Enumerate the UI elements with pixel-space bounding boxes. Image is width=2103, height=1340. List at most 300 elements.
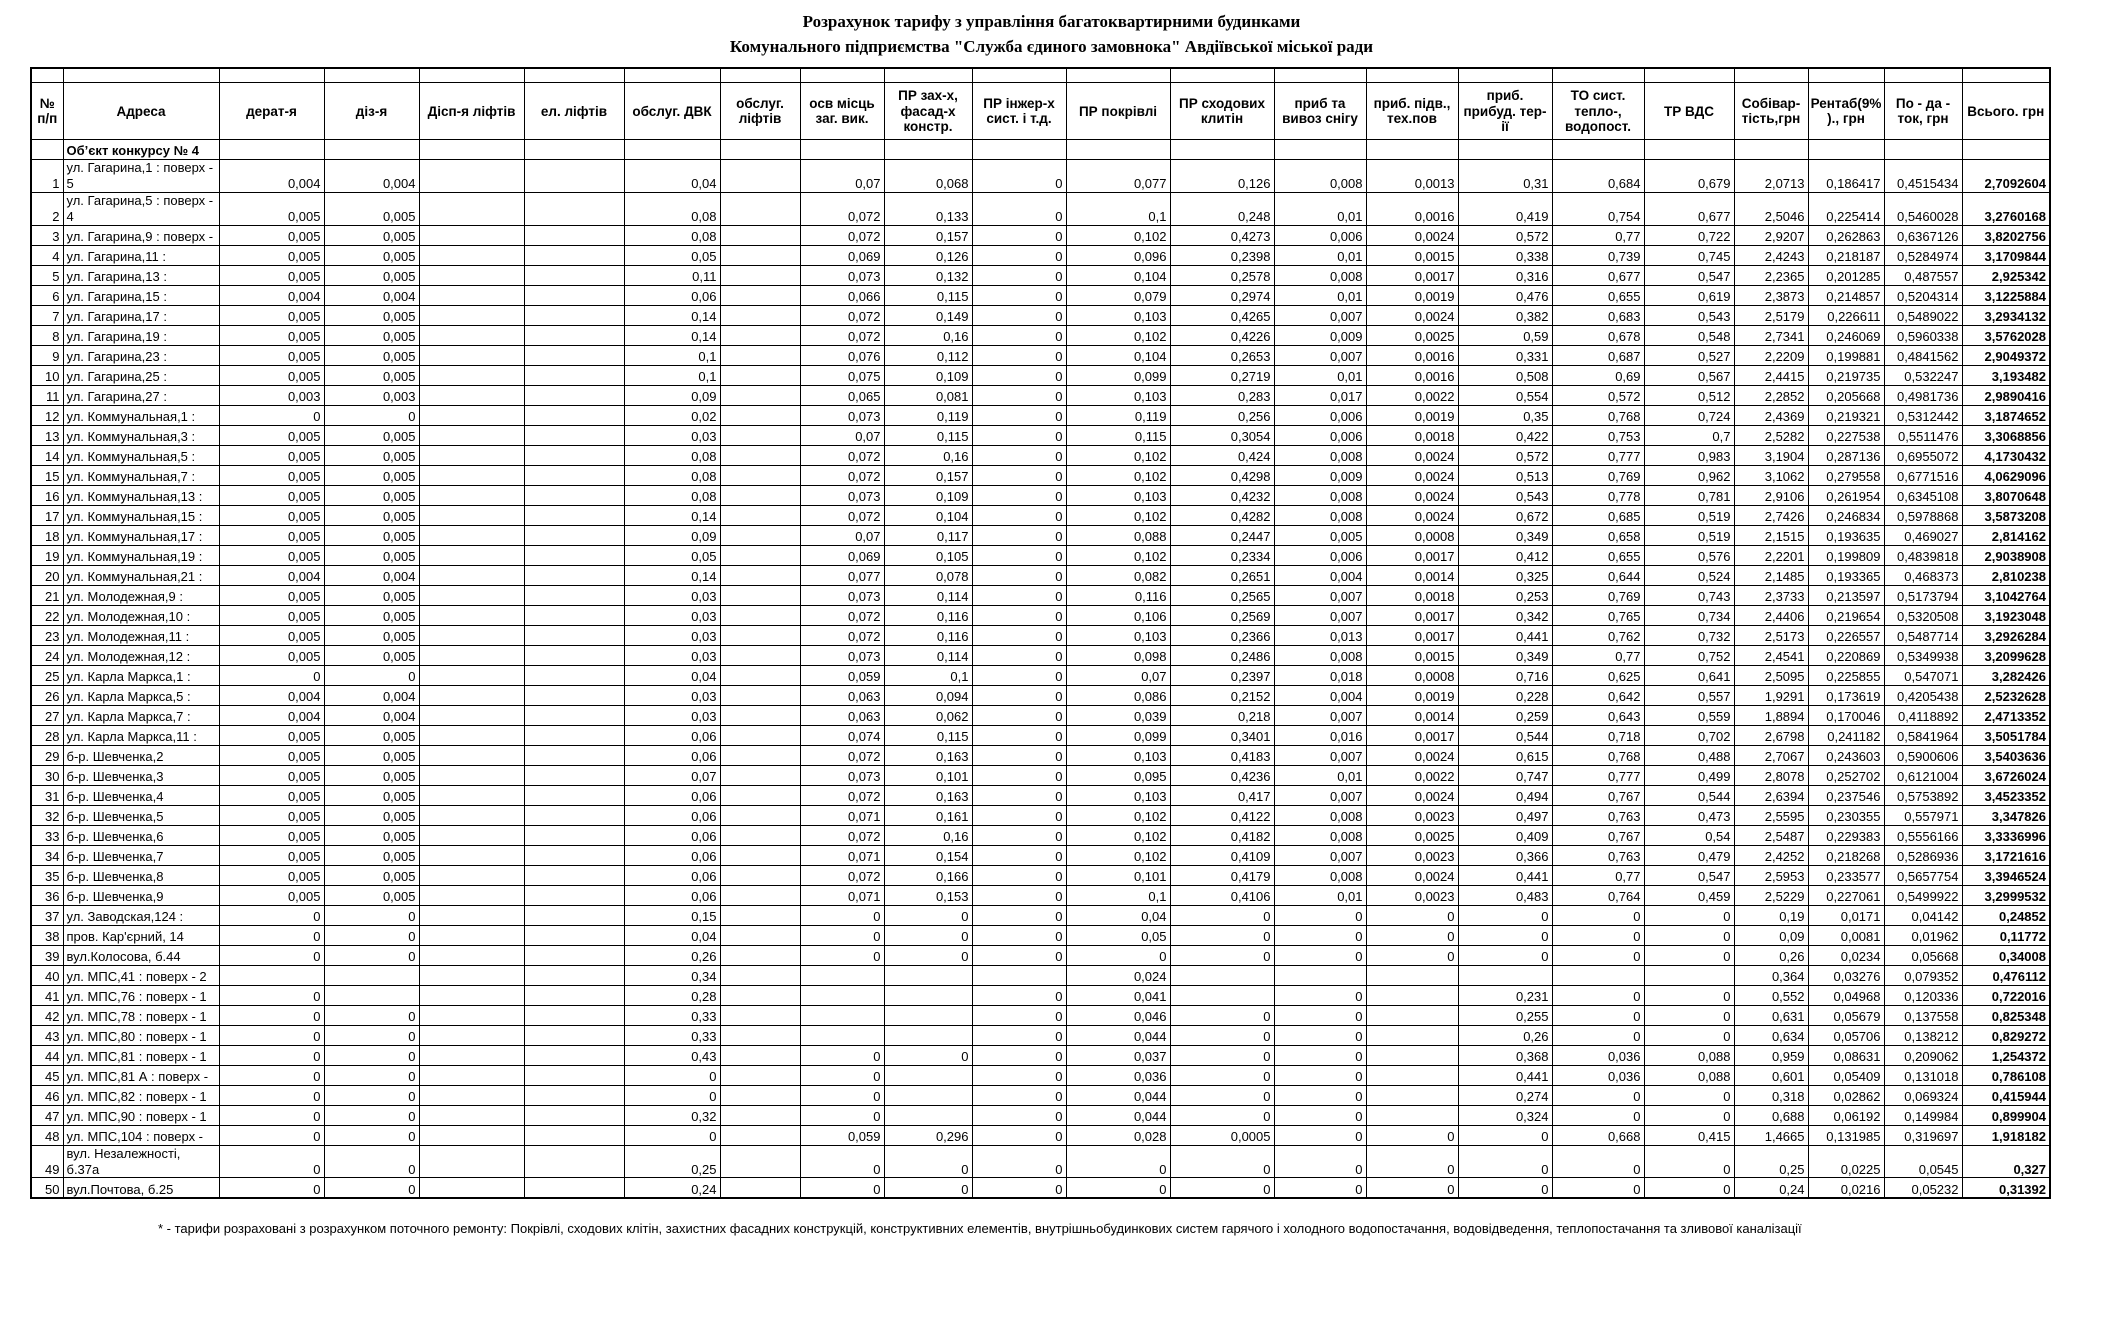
row-number-cell: 16 bbox=[31, 485, 63, 505]
value-cell: 0 bbox=[972, 193, 1066, 226]
value-cell: 0,005 bbox=[219, 745, 324, 765]
value-cell: 0,173619 bbox=[1808, 685, 1884, 705]
value-cell bbox=[524, 725, 624, 745]
value-cell: 0,473 bbox=[1644, 805, 1734, 825]
value-cell: 0 bbox=[1274, 1178, 1366, 1199]
value-cell: 0,753 bbox=[1552, 425, 1644, 445]
value-cell: 0,4226 bbox=[1170, 325, 1274, 345]
value-cell: 0,006 bbox=[1274, 405, 1366, 425]
value-cell: 0,072 bbox=[800, 605, 884, 625]
value-cell: 0,0024 bbox=[1366, 305, 1458, 325]
value-cell bbox=[884, 965, 972, 985]
value-cell: 0,01 bbox=[1274, 765, 1366, 785]
value-cell: 0,16 bbox=[884, 445, 972, 465]
value-cell bbox=[524, 685, 624, 705]
value-cell: 0,005 bbox=[324, 845, 419, 865]
value-cell bbox=[720, 245, 800, 265]
value-cell: 0,01 bbox=[1274, 285, 1366, 305]
value-cell: 0,07 bbox=[800, 425, 884, 445]
value-cell: 0 bbox=[1366, 925, 1458, 945]
column-header: № п/п bbox=[31, 83, 63, 140]
value-cell: 0 bbox=[1274, 1005, 1366, 1025]
value-cell: 0,069324 bbox=[1884, 1085, 1962, 1105]
column-header: приб та вивоз снігу bbox=[1274, 83, 1366, 140]
value-cell: 0 bbox=[1644, 1105, 1734, 1125]
value-cell: 0,005 bbox=[324, 885, 419, 905]
value-cell bbox=[419, 265, 524, 285]
section-empty-cell bbox=[972, 140, 1066, 160]
value-cell: 0,102 bbox=[1066, 845, 1170, 865]
value-cell: 0,283 bbox=[1170, 385, 1274, 405]
value-cell: 0 bbox=[1170, 1025, 1274, 1045]
value-cell: 0,231 bbox=[1458, 985, 1552, 1005]
value-cell: 2,8078 bbox=[1734, 765, 1808, 785]
value-cell: 0,077 bbox=[800, 565, 884, 585]
value-cell bbox=[720, 805, 800, 825]
table-row bbox=[31, 445, 2050, 465]
table-row bbox=[31, 765, 2050, 785]
value-cell: 0,103 bbox=[1066, 385, 1170, 405]
value-cell: 0,104 bbox=[1066, 345, 1170, 365]
value-cell: 0,677 bbox=[1552, 265, 1644, 285]
value-cell bbox=[720, 425, 800, 445]
value-cell: 0,237546 bbox=[1808, 785, 1884, 805]
value-cell: 0,745 bbox=[1644, 245, 1734, 265]
value-cell bbox=[720, 625, 800, 645]
total-cell: 3,2926284 bbox=[1962, 625, 2050, 645]
value-cell: 0,296 bbox=[884, 1125, 972, 1145]
value-cell bbox=[419, 465, 524, 485]
value-cell: 0,005 bbox=[219, 845, 324, 865]
value-cell: 0,43 bbox=[624, 1045, 720, 1065]
value-cell: 2,4252 bbox=[1734, 845, 1808, 865]
table-row bbox=[31, 525, 2050, 545]
row-number-cell: 44 bbox=[31, 1045, 63, 1065]
value-cell: 3,1904 bbox=[1734, 445, 1808, 465]
value-cell: 0,163 bbox=[884, 785, 972, 805]
value-cell: 0,076 bbox=[800, 345, 884, 365]
value-cell: 0,512 bbox=[1644, 385, 1734, 405]
total-cell: 1,918182 bbox=[1962, 1125, 2050, 1145]
value-cell bbox=[524, 1065, 624, 1085]
total-cell: 2,7092604 bbox=[1962, 160, 2050, 193]
spacer-cell bbox=[219, 68, 324, 83]
value-cell: 0 bbox=[972, 245, 1066, 265]
value-cell: 0,104 bbox=[884, 505, 972, 525]
value-cell bbox=[720, 365, 800, 385]
value-cell: 0 bbox=[219, 945, 324, 965]
value-cell: 0 bbox=[800, 1065, 884, 1085]
value-cell: 0,099 bbox=[1066, 365, 1170, 385]
value-cell: 2,5282 bbox=[1734, 425, 1808, 445]
value-cell: 0,547 bbox=[1644, 265, 1734, 285]
table-row bbox=[31, 345, 2050, 365]
value-cell: 0,116 bbox=[884, 625, 972, 645]
value-cell: 0,527 bbox=[1644, 345, 1734, 365]
row-number-cell: 35 bbox=[31, 865, 63, 885]
value-cell: 0,781 bbox=[1644, 485, 1734, 505]
column-header: діз-я bbox=[324, 83, 419, 140]
value-cell bbox=[720, 345, 800, 365]
value-cell: 0,24 bbox=[624, 1178, 720, 1199]
value-cell: 0,678 bbox=[1552, 325, 1644, 345]
value-cell: 0,072 bbox=[800, 305, 884, 325]
table-row bbox=[31, 1178, 2050, 1199]
value-cell: 0,066 bbox=[800, 285, 884, 305]
address-cell: ул. МПС,81 А : поверх - bbox=[63, 1065, 219, 1085]
value-cell: 0,008 bbox=[1274, 505, 1366, 525]
value-cell bbox=[1644, 965, 1734, 985]
value-cell: 0,763 bbox=[1552, 845, 1644, 865]
total-cell: 2,814162 bbox=[1962, 525, 2050, 545]
total-cell: 0,34008 bbox=[1962, 945, 2050, 965]
value-cell: 0,0024 bbox=[1366, 445, 1458, 465]
value-cell: 0,4236 bbox=[1170, 765, 1274, 785]
value-cell: 0,102 bbox=[1066, 825, 1170, 845]
value-cell: 0,683 bbox=[1552, 305, 1644, 325]
section-empty-cell bbox=[524, 140, 624, 160]
value-cell: 0 bbox=[800, 925, 884, 945]
value-cell: 0,008 bbox=[1274, 865, 1366, 885]
value-cell bbox=[524, 585, 624, 605]
value-cell: 2,5046 bbox=[1734, 193, 1808, 226]
spacer-cell bbox=[1734, 68, 1808, 83]
value-cell: 0 bbox=[972, 225, 1066, 245]
value-cell: 0,777 bbox=[1552, 445, 1644, 465]
section-empty-cell bbox=[1962, 140, 2050, 160]
value-cell: 0 bbox=[1458, 1125, 1552, 1145]
total-cell: 3,2760168 bbox=[1962, 193, 2050, 226]
value-cell bbox=[720, 1005, 800, 1025]
value-cell: 0,102 bbox=[1066, 545, 1170, 565]
value-cell: 0,005 bbox=[1274, 525, 1366, 545]
value-cell bbox=[720, 485, 800, 505]
value-cell bbox=[720, 965, 800, 985]
address-cell: ул. Молодежная,11 : bbox=[63, 625, 219, 645]
value-cell bbox=[1366, 985, 1458, 1005]
value-cell bbox=[720, 1065, 800, 1085]
value-cell: 0,0234 bbox=[1808, 945, 1884, 965]
value-cell: 0,073 bbox=[800, 585, 884, 605]
value-cell: 0,0013 bbox=[1366, 160, 1458, 193]
value-cell: 0,112 bbox=[884, 345, 972, 365]
value-cell: 0 bbox=[1170, 1085, 1274, 1105]
value-cell: 0 bbox=[972, 905, 1066, 925]
value-cell bbox=[524, 845, 624, 865]
value-cell bbox=[720, 585, 800, 605]
address-cell: вул. Незалежності, б.37а bbox=[63, 1145, 219, 1178]
total-cell: 3,282426 bbox=[1962, 665, 2050, 685]
value-cell bbox=[419, 285, 524, 305]
value-cell: 0,4981736 bbox=[1884, 385, 1962, 405]
value-cell: 0,722 bbox=[1644, 225, 1734, 245]
title-line-2: Комунального підприємства "Служба єдиного замовнока" Авдіївської міської ради bbox=[729, 36, 1374, 56]
value-cell: 0,557 bbox=[1644, 685, 1734, 705]
value-cell: 0,126 bbox=[884, 245, 972, 265]
value-cell: 0,743 bbox=[1644, 585, 1734, 605]
value-cell: 0 bbox=[219, 1125, 324, 1145]
value-cell bbox=[720, 785, 800, 805]
spacer-cell bbox=[624, 68, 720, 83]
value-cell: 0,005 bbox=[219, 225, 324, 245]
total-cell: 2,9049372 bbox=[1962, 345, 2050, 365]
value-cell: 0,005 bbox=[219, 305, 324, 325]
row-number-cell: 43 bbox=[31, 1025, 63, 1045]
value-cell: 0,499 bbox=[1644, 765, 1734, 785]
value-cell bbox=[419, 1105, 524, 1125]
value-cell: 0 bbox=[1552, 925, 1644, 945]
table-row bbox=[31, 1145, 2050, 1178]
value-cell: 0,07 bbox=[800, 160, 884, 193]
value-cell: 0,028 bbox=[1066, 1125, 1170, 1145]
value-cell: 0,532247 bbox=[1884, 365, 1962, 385]
value-cell bbox=[524, 545, 624, 565]
value-cell: 0,074 bbox=[800, 725, 884, 745]
value-cell: 0 bbox=[972, 685, 1066, 705]
value-cell: 2,2209 bbox=[1734, 345, 1808, 365]
row-number-cell: 10 bbox=[31, 365, 63, 385]
row-number-cell: 25 bbox=[31, 665, 63, 685]
row-number-cell: 37 bbox=[31, 905, 63, 925]
value-cell bbox=[720, 565, 800, 585]
value-cell: 2,2201 bbox=[1734, 545, 1808, 565]
value-cell: 0,4205438 bbox=[1884, 685, 1962, 705]
value-cell bbox=[720, 705, 800, 725]
value-cell: 0,366 bbox=[1458, 845, 1552, 865]
value-cell: 0,4118892 bbox=[1884, 705, 1962, 725]
value-cell: 0,769 bbox=[1552, 585, 1644, 605]
value-cell bbox=[524, 565, 624, 585]
value-cell: 0,004 bbox=[1274, 565, 1366, 585]
value-cell: 0,77 bbox=[1552, 865, 1644, 885]
value-cell: 2,5095 bbox=[1734, 665, 1808, 685]
total-cell: 0,722016 bbox=[1962, 985, 2050, 1005]
value-cell bbox=[720, 305, 800, 325]
value-cell: 0,668 bbox=[1552, 1125, 1644, 1145]
value-cell: 0,26 bbox=[1458, 1025, 1552, 1045]
total-cell: 0,11772 bbox=[1962, 925, 2050, 945]
value-cell: 0,03 bbox=[624, 685, 720, 705]
value-cell: 0,412 bbox=[1458, 545, 1552, 565]
column-header: обслуг. ліфтів bbox=[720, 83, 800, 140]
value-cell: 0,117 bbox=[884, 525, 972, 545]
table-row bbox=[31, 405, 2050, 425]
value-cell: 0,105 bbox=[884, 545, 972, 565]
value-cell: 0,09 bbox=[624, 525, 720, 545]
table-row bbox=[31, 365, 2050, 385]
value-cell: 0,007 bbox=[1274, 745, 1366, 765]
row-number-cell: 45 bbox=[31, 1065, 63, 1085]
value-cell: 0,149 bbox=[884, 305, 972, 325]
value-cell: 0,488 bbox=[1644, 745, 1734, 765]
row-number-cell: 26 bbox=[31, 685, 63, 705]
value-cell: 0 bbox=[800, 1085, 884, 1105]
value-cell bbox=[720, 645, 800, 665]
value-cell: 0,14 bbox=[624, 305, 720, 325]
value-cell: 0 bbox=[1552, 945, 1644, 965]
value-cell: 0,005 bbox=[219, 585, 324, 605]
row-number-cell: 18 bbox=[31, 525, 63, 545]
value-cell: 0,008 bbox=[1274, 265, 1366, 285]
table-row bbox=[31, 665, 2050, 685]
address-cell: ул. Коммунальная,5 : bbox=[63, 445, 219, 465]
spacer-cell bbox=[884, 68, 972, 83]
value-cell: 0,003 bbox=[219, 385, 324, 405]
row-number-cell: 48 bbox=[31, 1125, 63, 1145]
value-cell: 0,04142 bbox=[1884, 905, 1962, 925]
value-cell: 0 bbox=[624, 1065, 720, 1085]
value-cell: 1,4665 bbox=[1734, 1125, 1808, 1145]
value-cell: 0 bbox=[1458, 1178, 1552, 1199]
value-cell bbox=[419, 785, 524, 805]
value-cell: 0,732 bbox=[1644, 625, 1734, 645]
value-cell: 0,469027 bbox=[1884, 525, 1962, 545]
value-cell: 0 bbox=[972, 1025, 1066, 1045]
value-cell: 0,768 bbox=[1552, 745, 1644, 765]
value-cell: 2,7341 bbox=[1734, 325, 1808, 345]
section-empty-cell bbox=[219, 140, 324, 160]
value-cell: 0,718 bbox=[1552, 725, 1644, 745]
value-cell: 0 bbox=[1274, 1065, 1366, 1085]
spacer-cell bbox=[800, 68, 884, 83]
value-cell: 0,0017 bbox=[1366, 265, 1458, 285]
value-cell: 0 bbox=[972, 725, 1066, 745]
value-cell: 0,102 bbox=[1066, 445, 1170, 465]
value-cell: 0,4282 bbox=[1170, 505, 1274, 525]
section-empty-cell bbox=[419, 140, 524, 160]
value-cell: 0 bbox=[972, 805, 1066, 825]
row-number-cell: 33 bbox=[31, 825, 63, 845]
value-cell: 0,005 bbox=[324, 825, 419, 845]
value-cell: 0,199809 bbox=[1808, 545, 1884, 565]
value-cell bbox=[720, 745, 800, 765]
value-cell: 0,08 bbox=[624, 445, 720, 465]
value-cell bbox=[419, 1065, 524, 1085]
value-cell: 0,008 bbox=[1274, 485, 1366, 505]
value-cell: 0,102 bbox=[1066, 465, 1170, 485]
value-cell: 0,739 bbox=[1552, 245, 1644, 265]
value-cell: 0,14 bbox=[624, 565, 720, 585]
value-cell: 0 bbox=[324, 925, 419, 945]
value-cell: 0,079352 bbox=[1884, 965, 1962, 985]
column-header: ел. ліфтів bbox=[524, 83, 624, 140]
value-cell: 0,04 bbox=[1066, 905, 1170, 925]
value-cell: 0 bbox=[884, 1178, 972, 1199]
value-cell: 0,005 bbox=[219, 545, 324, 565]
value-cell: 0,2447 bbox=[1170, 525, 1274, 545]
value-cell: 0,349 bbox=[1458, 525, 1552, 545]
value-cell: 0,213597 bbox=[1808, 585, 1884, 605]
value-cell: 0,2486 bbox=[1170, 645, 1274, 665]
value-cell: 0,005 bbox=[324, 865, 419, 885]
value-cell bbox=[524, 405, 624, 425]
value-cell: 0,03276 bbox=[1808, 965, 1884, 985]
value-cell: 0,0024 bbox=[1366, 785, 1458, 805]
value-cell: 0,131018 bbox=[1884, 1065, 1962, 1085]
spacer-cell bbox=[972, 68, 1066, 83]
section-empty-cell bbox=[1274, 140, 1366, 160]
value-cell: 0,01 bbox=[1274, 193, 1366, 226]
address-cell: б-р. Шевченка,3 bbox=[63, 765, 219, 785]
value-cell: 0 bbox=[1274, 925, 1366, 945]
address-cell: ул. Гагарина,9 : поверх - bbox=[63, 225, 219, 245]
value-cell: 0,005 bbox=[324, 225, 419, 245]
value-cell: 0,5511476 bbox=[1884, 425, 1962, 445]
value-cell: 0,0017 bbox=[1366, 605, 1458, 625]
value-cell bbox=[800, 965, 884, 985]
value-cell: 0,005 bbox=[219, 525, 324, 545]
value-cell: 0 bbox=[324, 1045, 419, 1065]
value-cell: 0,0016 bbox=[1366, 345, 1458, 365]
value-cell: 0,259 bbox=[1458, 705, 1552, 725]
value-cell: 0,098 bbox=[1066, 645, 1170, 665]
value-cell bbox=[419, 160, 524, 193]
section-empty-cell bbox=[1734, 140, 1808, 160]
spacer-cell bbox=[1066, 68, 1170, 83]
value-cell: 0,28 bbox=[624, 985, 720, 1005]
spacer-cell bbox=[1884, 68, 1962, 83]
total-cell: 0,476112 bbox=[1962, 965, 2050, 985]
column-header: ПР інжер-х сист. і т.д. bbox=[972, 83, 1066, 140]
value-cell: 0,072 bbox=[800, 865, 884, 885]
row-number-cell: 20 bbox=[31, 565, 63, 585]
value-cell: 0 bbox=[972, 345, 1066, 365]
value-cell: 0,05668 bbox=[1884, 945, 1962, 965]
value-cell: 2,1485 bbox=[1734, 565, 1808, 585]
spacer-cell bbox=[1552, 68, 1644, 83]
value-cell: 0,253 bbox=[1458, 585, 1552, 605]
address-cell: б-р. Шевченка,2 bbox=[63, 745, 219, 765]
value-cell: 0,005 bbox=[324, 645, 419, 665]
row-number-cell: 31 bbox=[31, 785, 63, 805]
value-cell: 0,005 bbox=[324, 265, 419, 285]
value-cell: 2,4369 bbox=[1734, 405, 1808, 425]
header-row bbox=[31, 83, 2050, 140]
value-cell: 0,079 bbox=[1066, 285, 1170, 305]
value-cell: 0,26 bbox=[624, 945, 720, 965]
value-cell: 0,655 bbox=[1552, 545, 1644, 565]
row-number-cell: 1 bbox=[31, 160, 63, 193]
value-cell bbox=[419, 625, 524, 645]
value-cell bbox=[524, 965, 624, 985]
value-cell bbox=[1170, 965, 1274, 985]
value-cell: 0,01962 bbox=[1884, 925, 1962, 945]
value-cell: 0 bbox=[972, 160, 1066, 193]
value-cell: 0,116 bbox=[1066, 585, 1170, 605]
value-cell: 0,679 bbox=[1644, 160, 1734, 193]
value-cell bbox=[720, 825, 800, 845]
value-cell: 0,2565 bbox=[1170, 585, 1274, 605]
value-cell: 0,0015 bbox=[1366, 245, 1458, 265]
value-cell bbox=[720, 1045, 800, 1065]
value-cell: 0,005 bbox=[219, 425, 324, 445]
value-cell bbox=[720, 765, 800, 785]
value-cell: 0,018 bbox=[1274, 665, 1366, 685]
value-cell bbox=[524, 385, 624, 405]
value-cell: 0,524 bbox=[1644, 565, 1734, 585]
value-cell: 0 bbox=[972, 625, 1066, 645]
value-cell bbox=[800, 985, 884, 1005]
value-cell bbox=[524, 1105, 624, 1125]
value-cell: 0 bbox=[972, 525, 1066, 545]
value-cell: 0,081 bbox=[884, 385, 972, 405]
value-cell: 0,415 bbox=[1644, 1125, 1734, 1145]
value-cell: 0,126 bbox=[1170, 160, 1274, 193]
table-row bbox=[31, 985, 2050, 1005]
value-cell: 0,4183 bbox=[1170, 745, 1274, 765]
value-cell: 0,777 bbox=[1552, 765, 1644, 785]
value-cell: 0 bbox=[1644, 945, 1734, 965]
